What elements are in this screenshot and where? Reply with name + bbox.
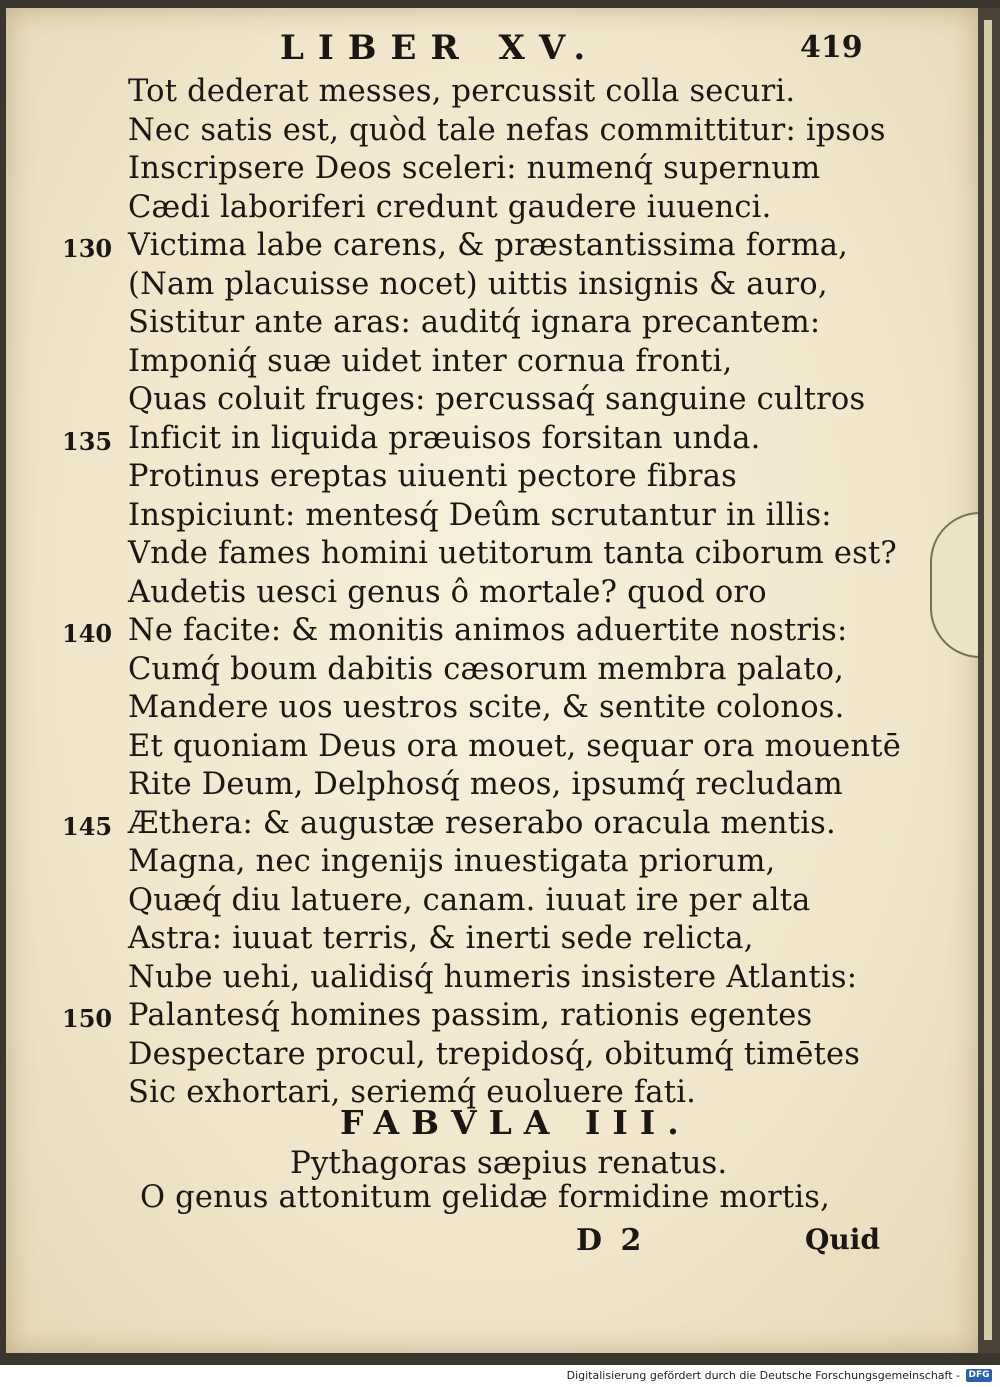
verse-line: Imponiq́ suæ uidet inter cornua fronti, bbox=[128, 343, 733, 379]
verse-line-last: O genus attonitum gelidæ formidine mortis, bbox=[140, 1180, 831, 1215]
verse-line: Tot dederat messes, percussit colla securi. bbox=[128, 74, 796, 109]
verse-line: Magna, nec ingenijs inuestigata priorum, bbox=[128, 844, 776, 879]
verse-line: Cumq́ boum dabitis cæsorum membra palato, bbox=[128, 651, 845, 687]
verse-line: Ne facite: & monitis animos aduertite nostris: bbox=[128, 613, 848, 648]
line-number: 135 bbox=[62, 426, 113, 456]
verse-line: Cædi laboriferi credunt gaudere iuuenci. bbox=[128, 189, 772, 225]
section-heading: FABVLA III. bbox=[340, 1103, 691, 1142]
book-edge-inner bbox=[984, 20, 992, 1340]
footer-credit: Digitalisierung gefördert durch die Deutsche Forschungsgemeinschaft - bbox=[566, 1369, 960, 1382]
verse-line: Quæq́ diu latuere, canam. iuuat ire per alta bbox=[128, 882, 811, 918]
book-edge bbox=[978, 8, 1000, 1353]
verse-line: Vnde fames homini uetitorum tanta ciborum est? bbox=[128, 536, 897, 571]
verse-line: Palantesq́ homines passim, rationis egentes bbox=[128, 998, 813, 1033]
footer-bar bbox=[0, 1365, 1000, 1387]
verse-line: Nec satis est, quòd tale nefas committitur: ipsos bbox=[128, 112, 886, 148]
line-number: 130 bbox=[62, 234, 113, 263]
verse-line: Nube uehi, ualidisq́ humeris insistere Atlantis: bbox=[128, 959, 858, 995]
verse-line: Victima labe carens, & præstantissima forma, bbox=[128, 228, 848, 263]
verse-line: Quas coluit fruges: percussaq́ sanguine cultros bbox=[128, 382, 866, 417]
verse-line: Rite Deum, Delphosq́ meos, ipsumq́ recludam bbox=[128, 767, 843, 802]
page-number: 419 bbox=[800, 30, 863, 65]
verse-line: Æthera: & augustæ reserabo oracula mentis. bbox=[128, 805, 836, 841]
verse-line: Despectare procul, trepidosq́, obitumq́ timētes bbox=[128, 1036, 861, 1072]
verse-line: Inscripsere Deos sceleri: numenq́ supernum bbox=[128, 151, 821, 186]
verse-line: Inspiciunt: mentesq́ Deûm scrutantur in illis: bbox=[128, 497, 832, 533]
verse-line: Sic exhortari, seriemq́ euoluere fati. bbox=[128, 1075, 697, 1110]
verse-line: Astra: iuuat terris, & inerti sede relicta, bbox=[128, 921, 754, 956]
verse-line: Protinus ereptas uiuenti pectore fibras bbox=[128, 459, 737, 494]
verse-line: Mandere uos uestros scite, & sentite colonos. bbox=[128, 690, 845, 725]
running-head: LIBER XV. bbox=[280, 28, 600, 68]
verse-line: Audetis uesci genus ô mortale? quod oro bbox=[128, 574, 767, 610]
dfg-logo: DFG bbox=[966, 1369, 992, 1382]
catchword: Quid bbox=[805, 1223, 880, 1256]
line-number: 150 bbox=[62, 1004, 113, 1033]
section-subtitle: Pythagoras sæpius renatus. bbox=[290, 1145, 728, 1181]
line-number: 145 bbox=[62, 811, 113, 841]
verse-line: Inficit in liquida præuisos forsitan unda. bbox=[128, 420, 761, 456]
verse-line: Sistitur ante aras: auditq́ ignara precantem: bbox=[128, 305, 821, 340]
verse-line: Et quoniam Deus ora mouet, sequar ora mouentē bbox=[128, 728, 901, 764]
signature-mark: D 2 bbox=[576, 1223, 646, 1258]
verse-line: (Nam placuisse nocet) uittis insignis & auro, bbox=[128, 266, 828, 302]
line-number: 140 bbox=[62, 619, 113, 648]
